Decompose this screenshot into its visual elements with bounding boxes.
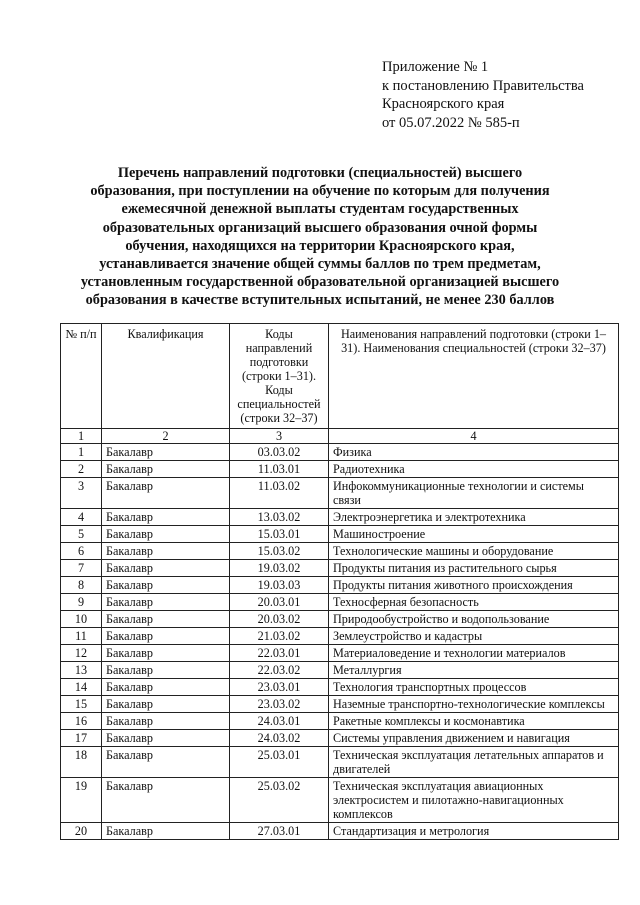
table-row [61, 662, 619, 679]
row-name: Радиотехника [329, 461, 619, 478]
table-row [61, 679, 619, 696]
appendix-line: Красноярского края [382, 96, 505, 112]
row-code: 20.03.02 [230, 611, 329, 628]
table-header-row [61, 324, 619, 429]
row-number: 15 [61, 696, 102, 713]
table-row [61, 611, 619, 628]
row-code: 22.03.01 [230, 645, 329, 662]
row-name: Стандартизация и метрология [329, 823, 619, 840]
row-number: 4 [61, 509, 102, 526]
row-number: 7 [61, 560, 102, 577]
row-number: 14 [61, 679, 102, 696]
index-cell: 3 [230, 429, 329, 444]
row-number: 10 [61, 611, 102, 628]
row-qualification: Бакалавр [102, 823, 230, 840]
appendix-header [382, 58, 584, 132]
table-row [61, 526, 619, 543]
table-row [61, 577, 619, 594]
row-code: 24.03.01 [230, 713, 329, 730]
row-qualification: Бакалавр [102, 560, 230, 577]
row-number: 1 [61, 444, 102, 461]
title-line: образовательных организаций высшего образования очной формы [102, 219, 538, 236]
row-name: Ракетные комплексы и космонавтика [329, 713, 619, 730]
row-qualification: Бакалавр [102, 696, 230, 713]
row-name: Землеустройство и кадастры [329, 628, 619, 645]
row-name: Физика [329, 444, 619, 461]
row-number: 13 [61, 662, 102, 679]
header-codes: Коды направлений подготовки (строки 1–31). Коды специальностей (строки 32–37) [230, 324, 329, 429]
row-name: Продукты питания из растительного сырья [329, 560, 619, 577]
appendix-line: к постановлению Правительства [382, 77, 584, 94]
row-name: Системы управления движением и навигация [329, 730, 619, 747]
index-cell: 4 [329, 429, 619, 444]
row-number: 11 [61, 628, 102, 645]
row-qualification: Бакалавр [102, 679, 230, 696]
row-number: 20 [61, 823, 102, 840]
row-qualification: Бакалавр [102, 509, 230, 526]
directions-table [60, 323, 619, 840]
table-row [61, 478, 619, 509]
row-name: Электроэнергетика и электротехника [329, 509, 619, 526]
row-code: 11.03.02 [230, 478, 329, 509]
row-qualification: Бакалавр [102, 461, 230, 478]
row-name: Техническая эксплуатация летательных аппаратов и двигателей [329, 747, 619, 778]
row-name: Техническая эксплуатация авиационных электросистем и пилотажно-навигационных комплексов [329, 778, 619, 823]
row-qualification: Бакалавр [102, 526, 230, 543]
row-qualification: Бакалавр [102, 478, 230, 509]
row-name: Наземные транспортно-технологические комплексы [329, 696, 619, 713]
row-qualification: Бакалавр [102, 594, 230, 611]
document-title [56, 164, 584, 310]
title-line: установленным государственной образовательной организацией высшего [80, 274, 560, 291]
appendix-line: от 05.07.2022 № 585-п [382, 114, 520, 131]
row-code: 23.03.01 [230, 679, 329, 696]
title-line: образования, при поступлении на обучение по которым для получения [90, 183, 550, 200]
row-number: 5 [61, 526, 102, 543]
row-code: 19.03.02 [230, 560, 329, 577]
row-code: 20.03.01 [230, 594, 329, 611]
row-name: Техносферная безопасность [329, 594, 619, 611]
row-qualification: Бакалавр [102, 713, 230, 730]
index-cell: 2 [102, 429, 230, 444]
table-row [61, 778, 619, 823]
row-number: 8 [61, 577, 102, 594]
table-row [61, 594, 619, 611]
row-number: 16 [61, 713, 102, 730]
row-qualification: Бакалавр [102, 577, 230, 594]
table-index-row [61, 429, 619, 444]
row-number: 12 [61, 645, 102, 662]
table-row [61, 543, 619, 560]
header-qualification: Квалификация [102, 324, 230, 429]
row-code: 23.03.02 [230, 696, 329, 713]
row-number: 2 [61, 461, 102, 478]
row-qualification: Бакалавр [102, 444, 230, 461]
row-name: Металлургия [329, 662, 619, 679]
row-code: 27.03.01 [230, 823, 329, 840]
row-code: 15.03.01 [230, 526, 329, 543]
row-name: Инфокоммуникационные технологии и системы связи [329, 478, 619, 509]
row-number: 18 [61, 747, 102, 778]
title-line: обучения, находящихся на территории Красноярского края, [125, 237, 515, 254]
row-code: 15.03.02 [230, 543, 329, 560]
row-qualification: Бакалавр [102, 662, 230, 679]
row-code: 22.03.02 [230, 662, 329, 679]
row-number: 17 [61, 730, 102, 747]
row-number: 6 [61, 543, 102, 560]
row-name: Технологические машины и оборудование [329, 543, 619, 560]
row-number: 3 [61, 478, 102, 509]
row-name: Природообустройство и водопользование [329, 611, 619, 628]
row-qualification: Бакалавр [102, 628, 230, 645]
row-qualification: Бакалавр [102, 645, 230, 662]
row-code: 25.03.02 [230, 778, 329, 823]
table-row [61, 823, 619, 840]
header-num: № п/п [61, 324, 102, 429]
row-number: 9 [61, 594, 102, 611]
row-number: 19 [61, 778, 102, 823]
row-code: 21.03.02 [230, 628, 329, 645]
row-code: 03.03.02 [230, 444, 329, 461]
title-line: ежемесячной денежной выплаты студентам государственных [121, 201, 519, 218]
row-name: Машиностроение [329, 526, 619, 543]
row-qualification: Бакалавр [102, 747, 230, 778]
row-qualification: Бакалавр [102, 730, 230, 747]
table-row [61, 509, 619, 526]
row-code: 13.03.02 [230, 509, 329, 526]
table-row [61, 696, 619, 713]
row-qualification: Бакалавр [102, 778, 230, 823]
row-code: 11.03.01 [230, 461, 329, 478]
table-row [61, 730, 619, 747]
title-line: устанавливается значение общей суммы баллов по трем предметам, [99, 256, 541, 273]
row-code: 19.03.03 [230, 577, 329, 594]
table-row [61, 628, 619, 645]
table-row [61, 645, 619, 662]
table-row [61, 560, 619, 577]
row-qualification: Бакалавр [102, 543, 230, 560]
table-row [61, 747, 619, 778]
table-row [61, 713, 619, 730]
row-code: 25.03.01 [230, 747, 329, 778]
row-name: Технология транспортных процессов [329, 679, 619, 696]
index-cell: 1 [61, 429, 102, 444]
row-name: Продукты питания животного происхождения [329, 577, 619, 594]
row-code: 24.03.02 [230, 730, 329, 747]
table-row [61, 461, 619, 478]
table-row [61, 444, 619, 461]
row-name: Материаловедение и технологии материалов [329, 645, 619, 662]
header-names: Наименования направлений подготовки (строки 1–31). Наименования специальностей (строки 32–37) [329, 324, 619, 429]
title-line: образования в качестве вступительных испытаний, не менее 230 баллов [85, 292, 555, 309]
appendix-line: Приложение № 1 [382, 59, 489, 75]
row-qualification: Бакалавр [102, 611, 230, 628]
title-line: Перечень направлений подготовки (специальностей) высшего [117, 165, 523, 181]
